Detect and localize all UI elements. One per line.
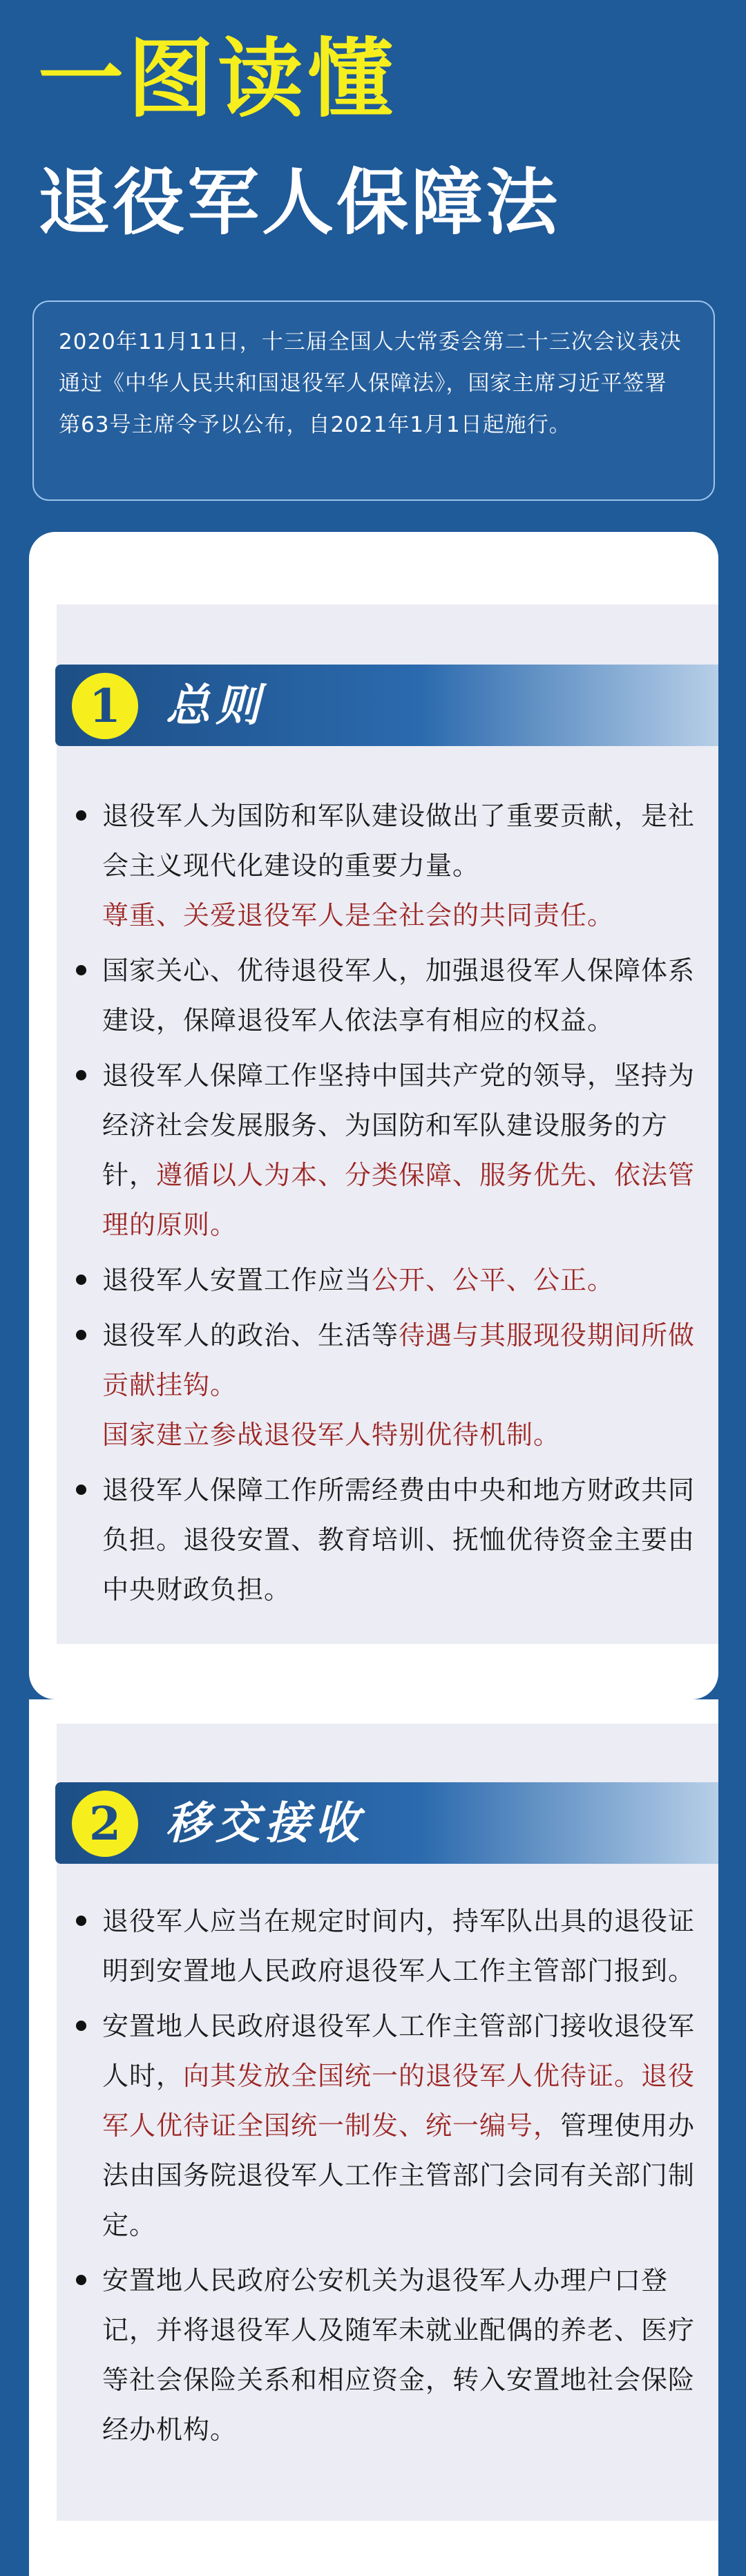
item-text: 退役军人保障工作所需经费由中央和地方财政共同负担。退役安置、教育培训、抚恤优待资金主要由中央财政负担。	[102, 1475, 696, 1605]
item-highlight: 公开、公平、公正。	[372, 1265, 615, 1295]
list-item	[102, 1310, 696, 1460]
list-item	[102, 1255, 696, 1305]
list-item	[102, 1051, 696, 1250]
section-title: 移交接收	[166, 1798, 365, 1849]
item-text: 退役军人安置工作应当	[102, 1265, 372, 1295]
item-text: 退役军人的政治、生活等	[102, 1320, 399, 1351]
list-item	[102, 1896, 696, 1996]
section-2-list	[102, 1896, 696, 2460]
item-text: 退役军人应当在规定时间内，持军队出具的退役证明到安置地人民政府退役军人工作主管部门报到。	[102, 1906, 696, 1986]
item-highlight: 尊重、关爱退役军人是全社会的共同责任。	[102, 900, 615, 931]
item-highlight: 向其发放全国统一的退役军人优待证。	[183, 2061, 642, 2091]
item-text: 安置地人民政府公安机关为退役军人办理户口登记，并将退役军人及随军未就业配偶的养老、医疗等社会保险关系和相应资金，转入安置地社会保险经办机构。	[102, 2265, 696, 2445]
item-text: 国家关心、优待退役军人，加强退役军人保障体系建设，保障退役军人依法享有相应的权益。	[102, 955, 696, 1036]
section-header-1	[55, 665, 718, 746]
list-item	[102, 2255, 696, 2454]
list-item	[102, 946, 696, 1045]
section-1-list	[102, 791, 696, 1620]
item-text: 退役军人保障工作坚持中国共产党的领导，坚持为经济社会发展服务、为国防和军队建设服务的方针，	[102, 1060, 696, 1190]
item-highlight: 国家建立参战退役军人特别优待机制。	[102, 1420, 561, 1450]
intro-box: 2020年11月11日，十三届全国人大常委会第二十三次会议表决通过《中华人民共和国退役军人保障法》，国家主席习近平签署第63号主席令予以公布，自2021年1月1日起施行。	[32, 300, 715, 501]
item-highlight: 待遇与其服现役期间所做贡献挂钩。	[102, 1320, 696, 1400]
item-highlight: 退役军人优待证全国统一制发、统一编号，	[102, 2061, 696, 2141]
item-text: 安置地人民政府退役军人工作主管部门接收退役军人时，	[102, 2011, 696, 2091]
section-title: 总则	[166, 680, 265, 732]
section-number-badge: 2	[72, 1791, 138, 1857]
section-number-badge: 1	[72, 673, 138, 739]
item-text: 退役军人为国防和军队建设做出了重要贡献，是社会主义现代化建设的重要力量。	[102, 801, 696, 881]
list-item	[102, 1465, 696, 1614]
item-highlight: 遵循以人为本、分类保障、服务优先、依法管理的原则。	[102, 1160, 696, 1240]
page-subtitle: 退役军人保障法	[38, 160, 561, 245]
page-title: 一图读懂	[38, 30, 398, 129]
section-header-2	[55, 1782, 718, 1864]
list-item	[102, 791, 696, 940]
list-item	[102, 2001, 696, 2250]
item-text: 管理使用办法由国务院退役军人工作主管部门会同有关部门制定。	[102, 2110, 696, 2240]
